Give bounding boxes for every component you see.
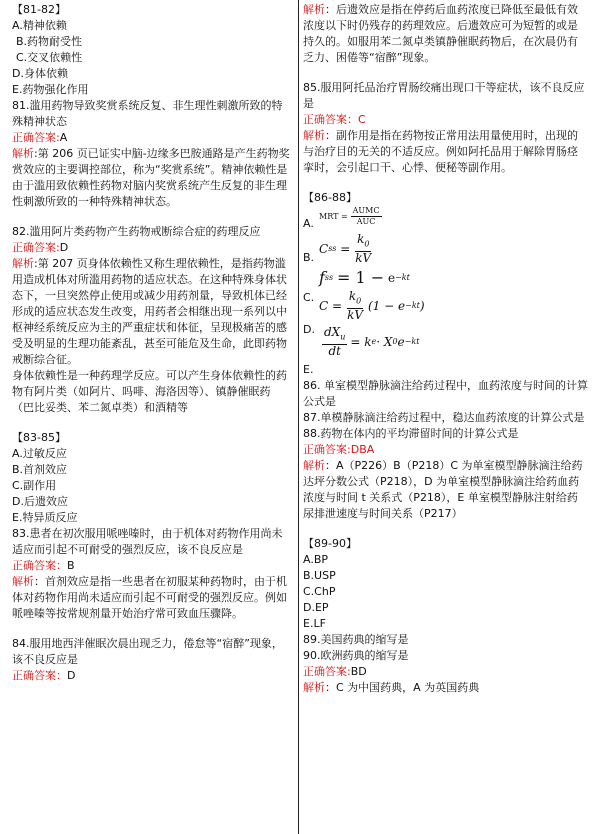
question-87: 87.单模静脉滴注给药过程中，稳达血药浓度的计算公式是 — [303, 411, 585, 424]
formula-label-e: E. — [303, 363, 314, 376]
question-82: 82.滥用阿片类药物产生药物戒断综合症的药理反应 — [12, 225, 261, 238]
option-c: C.副作用 — [12, 479, 57, 492]
formula-option-b: B. C ss = $\frac{k_0}{kV}$ — [303, 232, 588, 266]
analysis-84: 解析：后遗效应是指在停药后血药浓度已降低至最低有效浓度以下时仍残存的药理效应。后遗效应可为短暂的或是持久的。如服用苯二氮卓类镇静催眠药物后，在次晨仍有乏力、困倦等“宿醉”现象。 — [303, 3, 578, 64]
answer-86-88: 正确答案:DBA — [303, 443, 375, 456]
formula-option-a: A. MRT = $\frac{\text{AUMC}}{\text{AUC}}$ — [303, 206, 588, 232]
right-column — [300, 0, 594, 834]
question-83: 83.患者在初次服用哌唑嗪时，由于机体对药物作用尚未适应而引起不可耐受的强烈反应，该不良反应是 — [12, 527, 283, 556]
option-d: D.后遗效应 — [12, 495, 68, 508]
option-c: C.ChP — [303, 585, 336, 598]
option-d: D.身体依赖 — [12, 67, 68, 80]
formula-option-d-e: D. $\frac{dX_u}{dt}$ = k e · X 0 e −kt — [303, 323, 420, 358]
option-a: A.过敏反应 — [12, 447, 67, 460]
formula-excretion-rate: $\frac{dX_u}{dt}$ = k e · X 0 e −kt — [324, 325, 420, 358]
analysis-89-90: 解析：C 为中国药典，A 为英国药典 — [303, 681, 480, 694]
option-e: E.特异质反应 — [12, 511, 78, 524]
option-e: E.LF — [303, 617, 326, 630]
analysis-82: 解析:第 207 页身体依赖性又称生理依赖性，是指药物滥用造成机体对所滥用药物的适应状态。在这种特殊身体状态下，一旦突然停止使用或减少用药剂量，导致机体已经形成的适应状态发生改变，用药者会相继出现一系列以中枢神经系统反应为主的严重症状和体征，呈现极痛苦的感受及明显的生理功能紊乱，甚至可能危及生命，此即药物戒断综合征。 — [12, 257, 287, 366]
option-b: B.药物耐受性 — [16, 35, 83, 48]
answer-84: 正确答案：D — [12, 669, 76, 682]
answer-81: 正确答案:A — [12, 131, 68, 144]
group-header-86-88: 【86-88】 — [303, 191, 357, 204]
formula-option-c: C. C = $\frac{k_0}{kV}$ (1 − e −kt ) — [303, 289, 425, 322]
option-e: E.药物强化作用 — [12, 83, 89, 96]
group-header-89-90: 【89-90】 — [303, 537, 357, 550]
formula-mrt: MRT = $\frac{\text{AUMC}}{\text{AUC}}$ — [319, 206, 380, 226]
question-86: 86. 单室模型静脉滴注给药过程中，血药浓度与时间的计算公式是 — [303, 379, 588, 408]
answer-82: 正确答案:D — [12, 241, 69, 254]
analysis-83: 解析：首剂效应是指一些患者在初服某种药物时，由于机体对药物作用尚未适应而引起不可耐受的强烈反应。例如哌唑嗪等按常规剂量开始治疗常可致血压骤降。 — [12, 575, 287, 620]
question-88: 88.药物在体内的平均滞留时间的计算公式是 — [303, 427, 519, 440]
question-90: 90.欧洲药典的缩写是 — [303, 649, 409, 662]
question-89: 89.美国药典的缩写是 — [303, 633, 409, 646]
formula-concentration-time: C = $\frac{k_0}{kV}$ (1 − e −kt ) — [319, 289, 425, 322]
option-c: C.交叉依赖性 — [16, 51, 83, 64]
question-84: 84.服用地西泮催眠次晨出现乏力，倦怠等“宿醉”现象，该不良反应是 — [12, 637, 283, 666]
option-a: A.精神依赖 — [12, 19, 67, 32]
answer-83: 正确答案：B — [12, 559, 75, 572]
column-divider — [298, 0, 299, 834]
question-85: 85.服用阿托品治疗胃肠绞痛出现口干等症状，该不良反应是 — [303, 81, 585, 110]
formula-fss: f ss = 1 − e −kt — [319, 268, 410, 287]
option-b: B.USP — [303, 569, 336, 582]
option-b: B.首剂效应 — [12, 463, 68, 476]
group-header-81-82: 【81-82】 — [12, 3, 66, 16]
answer-85: 正确答案：C — [303, 113, 366, 126]
option-d: D.EP — [303, 601, 329, 614]
group-header-83-85: 【83-85】 — [12, 431, 66, 444]
formula-option-c-fss — [303, 266, 588, 290]
analysis-82-continued: 身体依赖性是一种药理学反应。可以产生身体依赖性的药物有阿片类（如阿片、吗啡、海洛因等）、镇静催眠药（巴比妥类、苯二氮卓类）和酒精等 — [12, 369, 287, 414]
analysis-81: 解析:第 206 页已证实中脑-边缘多巴胺通路是产生药物奖赏效应的主要调控部位，称为“奖赏系统”。精神依赖性是由于滥用致依赖性药物对脑内奖赏系统产生反复的非生理性刺激所致的一种特殊精神状态。 — [12, 147, 290, 208]
answer-89-90: 正确答案:BD — [303, 665, 367, 678]
question-81: 81.滥用药物导致奖赏系统反复、非生理性刺激所致的特殊精神状态 — [12, 99, 283, 128]
analysis-85: 解析：副作用是指在药物按正常用法用量使用时，出现的与治疗目的无关的不适反应。例如阿托品用于解除胃肠痉挛时，会引起口干、心悸、便秘等副作用。 — [303, 129, 578, 174]
analysis-86-88: 解析：A（P226）B（P218）C 为单室模型静脉滴注给药达坪分数公式（P218），D 为单室模型静脉滴注给药血药浓度与时间 t 关系式（P218），E 单室模型静脉注射给药尿排泄速度与时间关系（P217） — [303, 459, 583, 520]
formula-css: C ss = $\frac{k_0}{kV}$ — [319, 232, 372, 265]
option-a: A.BP — [303, 553, 329, 566]
